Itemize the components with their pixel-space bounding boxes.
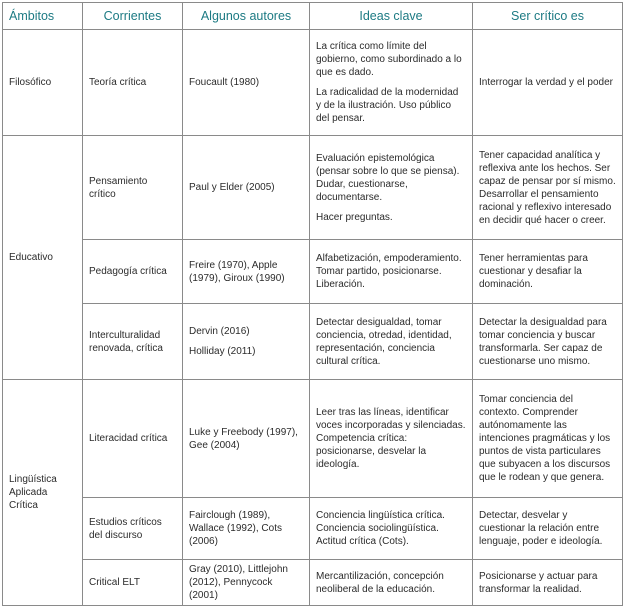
autores-cell (183, 498, 310, 560)
header-ser-critico: Ser crítico es (473, 3, 623, 30)
autores-cell (183, 240, 310, 304)
table-row (3, 30, 623, 136)
autor-text: Foucault (1980) (189, 77, 260, 88)
corriente-cell: Critical ELT (83, 560, 183, 606)
header-row (3, 3, 623, 30)
ser-critico-cell: Tomar conciencia del contexto. Comprender autónomamente las intenciones pragmáticas y los puntos de vista particulares que subyacen a los discursos que le rodean y que genera. (473, 380, 623, 498)
ideas-cell (310, 380, 473, 498)
ambito-cell: Lingüística Aplicada Crítica (3, 380, 83, 606)
ser-critico-cell: Interrogar la verdad y el poder (473, 30, 623, 136)
autores-cell (183, 304, 310, 380)
ideas-cell (310, 304, 473, 380)
comparison-table (2, 2, 623, 606)
corriente-cell: Literacidad crítica (83, 380, 183, 498)
ser-critico-cell: Tener capacidad analítica y reflexiva ante los hechos. Ser capaz de pensar por sí mismo. Desarrollar el pensamiento racional y reflexivo interesado en decidir qué hacer o creer. (473, 136, 623, 240)
corriente-cell: Pedagogía crítica (83, 240, 183, 304)
ser-critico-cell: Detectar la desigualdad para tomar conciencia y buscar transformarla. Ser capaz de cuestionarse uno mismo. (473, 304, 623, 380)
table-row (3, 304, 623, 380)
autor-text: Holliday (2011) (189, 346, 256, 357)
table-row (3, 240, 623, 304)
table-row (3, 380, 623, 498)
ideas-cell (310, 30, 473, 136)
autor-text: Fairclough (1989), Wallace (1992), Cots (2006) (189, 510, 282, 547)
autor-text: Freire (1970), Apple (1979), Giroux (1990) (189, 259, 285, 284)
autores-cell (183, 136, 310, 240)
table-row (3, 498, 623, 560)
autor-text: Paul y Elder (2005) (189, 182, 275, 193)
ideas-cell (310, 498, 473, 560)
ambito-cell: Filosófico (3, 30, 83, 136)
autores-cell (183, 30, 310, 136)
header-autores: Algunos autores (183, 3, 310, 30)
idea-text: Alfabetización, empoderamiento. Tomar partido, posicionarse. Liberación. (316, 253, 462, 290)
idea-text: Mercantilización, concepción neoliberal de la educación. (316, 570, 444, 595)
idea-text: Hacer preguntas. (316, 211, 393, 223)
header-ideas-clave: Ideas clave (310, 3, 473, 30)
ambito-cell: Educativo (3, 136, 83, 380)
ser-critico-cell: Posicionarse y actuar para transformar la realidad. (473, 560, 623, 606)
autor-text: Gray (2010), Littlejohn (2012), Pennycock (2001) (189, 564, 288, 601)
autor-text: Luke y Freebody (1997), Gee (2004) (189, 426, 298, 451)
header-corrientes: Corrientes (83, 3, 183, 30)
corriente-cell: Teoría crítica (83, 30, 183, 136)
header-ambitos: Ámbitos (3, 3, 83, 30)
ideas-cell (310, 560, 473, 606)
idea-text: La crítica como límite del gobierno, como subordinado a lo que es dado. (316, 41, 462, 78)
ser-critico-cell: Tener herramientas para cuestionar y desafiar la dominación. (473, 240, 623, 304)
idea-text: La radicalidad de la modernidad y de la ilustración. Uso público del pensar. (316, 87, 459, 124)
table-row (3, 136, 623, 240)
autores-cell (183, 560, 310, 606)
corriente-cell: Interculturalidad renovada, crítica (83, 304, 183, 380)
autores-cell (183, 380, 310, 498)
autor-text: Dervin (2016) (189, 326, 250, 337)
idea-text: Leer tras las líneas, identificar voces incorporadas y silenciadas. Competencia crítica: posicionarse, desvelar la ideología. (316, 407, 466, 470)
corriente-cell: Estudios críticos del discurso (83, 498, 183, 560)
idea-text: Conciencia lingüística crítica. Conciencia sociolingüística. Actitud crítica (Cots). (316, 510, 445, 547)
ser-critico-cell: Detectar, desvelar y cuestionar la relación entre lenguaje, poder e ideología. (473, 498, 623, 560)
corriente-cell: Pensamiento crítico (83, 136, 183, 240)
ideas-cell (310, 240, 473, 304)
ideas-cell (310, 136, 473, 240)
idea-text: Detectar desigualdad, tomar conciencia, otredad, identidad, representación, conciencia cultural crítica. (316, 316, 452, 367)
table-row (3, 560, 623, 606)
idea-text: Evaluación epistemológica (pensar sobre lo que se piensa). Dudar, cuestionarse, documentarse. (316, 152, 460, 203)
